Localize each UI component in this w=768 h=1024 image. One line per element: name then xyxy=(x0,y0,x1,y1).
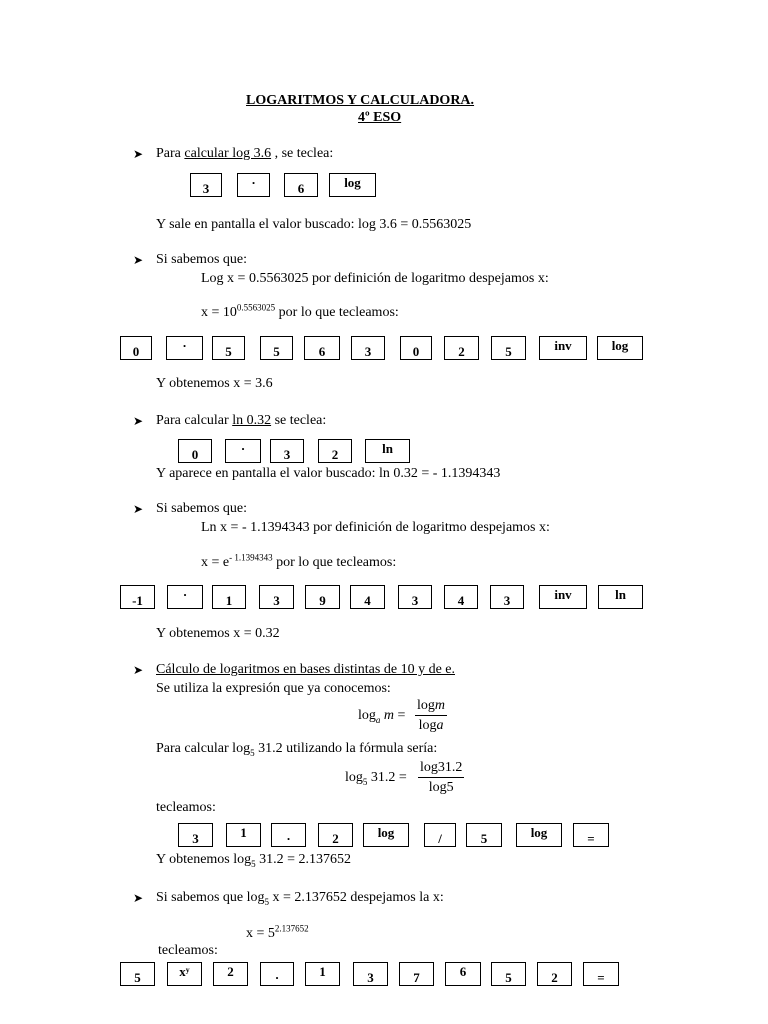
calc-key: 5 xyxy=(120,962,155,986)
calc-key: 3 xyxy=(270,439,304,463)
s4-intro: Si sabemos que: xyxy=(156,501,247,516)
page-title: LOGARITMOS Y CALCULADORA. xyxy=(246,93,475,108)
calc-key: 2 xyxy=(537,962,572,986)
calc-key: 3 xyxy=(490,585,524,609)
s5-heading: Cálculo de logaritmos en bases distintas de 10 y de e. xyxy=(156,662,455,677)
calc-key: 5 xyxy=(260,336,293,360)
bullet-arrow-icon: ➤ xyxy=(133,414,144,428)
calc-key: · xyxy=(260,962,294,986)
calc-key: = xyxy=(573,823,609,847)
calc-key: 5 xyxy=(491,336,526,360)
calc-key: 6 xyxy=(284,173,318,197)
calc-key: = xyxy=(583,962,619,986)
calc-key: 2 xyxy=(213,962,248,986)
calc-key: · xyxy=(167,585,203,609)
calc-key: inv xyxy=(539,336,587,360)
s6-intro: Si sabemos que $\log_5 x = 2.137652$ despejamos la x: xyxy=(156,890,444,907)
calc-key: log xyxy=(329,173,376,197)
calc-key: · xyxy=(237,173,270,197)
calc-key: 2 xyxy=(318,439,352,463)
calc-key: · xyxy=(271,823,306,847)
page-subtitle: 4º ESO xyxy=(358,110,402,125)
calc-key: -1 xyxy=(120,585,155,609)
calc-key: 9 xyxy=(305,585,340,609)
bullet-arrow-icon: ➤ xyxy=(133,147,144,161)
calc-key: 4 xyxy=(444,585,478,609)
calc-key: 4 xyxy=(350,585,385,609)
calc-key: 0 xyxy=(178,439,212,463)
calc-key: 0 xyxy=(120,336,152,360)
calc-key: ln xyxy=(365,439,410,463)
bullet-arrow-icon: ➤ xyxy=(133,502,144,516)
s3-result: Y aparece en pantalla el valor buscado: ln 0.32 = - 1.1394343 xyxy=(156,466,501,481)
s4-x-line: $x = e^{- 1.1394343}$ por lo que tecleamos: xyxy=(201,552,397,570)
calc-key: 1 xyxy=(212,585,246,609)
s4-result: Y obtenemos x = 0.32 xyxy=(156,626,280,641)
s4-line1: Ln x = - 1.1394343 por definición de logaritmo despejamos x: xyxy=(201,520,550,535)
s6-x-line: $x = 5^{2.137652}$ xyxy=(246,923,309,941)
calc-key: xʸ xyxy=(167,962,202,986)
calc-key: 0 xyxy=(400,336,432,360)
calc-key: 6 xyxy=(304,336,340,360)
bullet-arrow-icon: ➤ xyxy=(133,891,144,905)
calc-key: 2 xyxy=(318,823,353,847)
s5-tecleamos: tecleamos: xyxy=(156,800,216,815)
calc-key: / xyxy=(424,823,456,847)
calc-key: 6 xyxy=(445,962,481,986)
s2-intro: Si sabemos que: xyxy=(156,252,247,267)
calc-key: ln xyxy=(598,585,643,609)
s5-line1: Se utiliza la expresión que ya conocemos: xyxy=(156,681,391,696)
calc-key: log xyxy=(516,823,562,847)
s5-line2: Para calcular $\log_5 31.2$ utilizando la fórmula sería: xyxy=(156,741,438,758)
formula-log5-lhs: $\log_5 31.2$ = xyxy=(345,770,407,787)
calc-key: 5 xyxy=(466,823,502,847)
calc-key: 5 xyxy=(491,962,526,986)
calc-key: · xyxy=(166,336,203,360)
calc-key: 1 xyxy=(305,962,340,986)
s2-x-line: $x = 10^{0.5563025}$ por lo que tecleamos: xyxy=(201,302,399,320)
s1-instruction: Para calcular log 3.6 , se teclea: xyxy=(156,146,334,161)
s5-result: Y obtenemos $\log_5 31.2 = 2.137652$ xyxy=(156,852,352,869)
formula-change-of-base-lhs: $\log_a m$ = xyxy=(358,708,406,725)
s6-tecleamos: tecleamos: xyxy=(158,943,218,958)
formula-log5-fraction: $\frac{\log 31.2}{\log 5}$ xyxy=(420,760,463,795)
bullet-arrow-icon: ➤ xyxy=(133,663,144,677)
s2-result: Y obtenemos x = 3.6 xyxy=(156,376,273,391)
calc-key: log xyxy=(597,336,643,360)
calc-key: log xyxy=(363,823,409,847)
calc-key: 3 xyxy=(398,585,432,609)
calc-key: 3 xyxy=(351,336,385,360)
calc-key: 5 xyxy=(212,336,245,360)
calc-key: 1 xyxy=(226,823,261,847)
calc-key: 3 xyxy=(190,173,222,197)
s2-line1: Log x = 0.5563025 por definición de logaritmo despejamos x: xyxy=(201,271,549,286)
calc-key: inv xyxy=(539,585,587,609)
s1-result: Y sale en pantalla el valor buscado: log 3.6 = 0.5563025 xyxy=(156,217,472,232)
calc-key: 7 xyxy=(399,962,434,986)
calc-key: 2 xyxy=(444,336,479,360)
calc-key: 3 xyxy=(353,962,388,986)
calc-key: 3 xyxy=(178,823,213,847)
calc-key: · xyxy=(225,439,261,463)
calc-key: 3 xyxy=(259,585,294,609)
s3-instruction: Para calcular ln 0.32 se teclea: xyxy=(156,413,327,428)
formula-change-of-base-fraction: $\frac{\log m}{\log a}$ xyxy=(417,698,446,733)
bullet-arrow-icon: ➤ xyxy=(133,253,144,267)
